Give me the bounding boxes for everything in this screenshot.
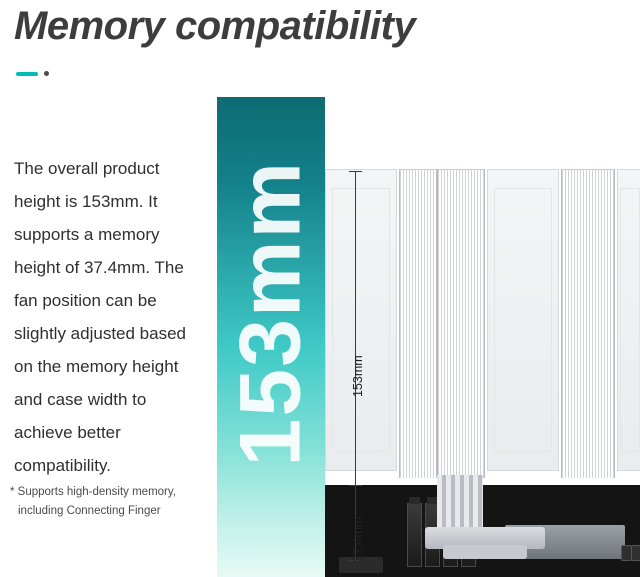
capacitor	[631, 545, 640, 561]
dimension-tick-mem-top	[349, 485, 362, 486]
cpu-contact	[443, 545, 527, 559]
front-fan	[325, 169, 397, 471]
middle-fan	[487, 169, 559, 471]
fin-stack-right	[561, 169, 615, 478]
dimension-label-153mm: 153mm	[351, 355, 365, 397]
footnote-line-1: * Supports high-density memory,	[10, 486, 176, 498]
fin-stack-left	[399, 169, 437, 478]
fin-stack-center	[437, 169, 485, 478]
product-photo	[217, 97, 640, 577]
heatpipes	[437, 475, 483, 531]
dimension-tick-top	[349, 171, 362, 172]
dimm-clip	[409, 497, 420, 504]
body-paragraph: The overall product height is 153mm. It supports a memory height of 37.4mm. The fan position can be slightly adjusted based on the memory height and case width to achieve better compatibility.	[14, 159, 187, 475]
cooler-scene	[325, 97, 640, 577]
rear-fan	[617, 169, 640, 471]
footnote-line-2: including Connecting Finger	[18, 505, 161, 517]
divider-dot	[44, 71, 49, 76]
page-title: Memory compatibility	[14, 4, 416, 48]
section-divider	[16, 71, 49, 76]
height-callout-text: 153mm	[222, 160, 319, 467]
memory-module	[407, 503, 422, 567]
height-callout-band	[217, 97, 325, 577]
dimension-label-37mm: 37.4mm	[351, 516, 365, 562]
footnote	[10, 483, 215, 521]
divider-bar	[16, 72, 38, 76]
capacitor	[621, 545, 632, 561]
